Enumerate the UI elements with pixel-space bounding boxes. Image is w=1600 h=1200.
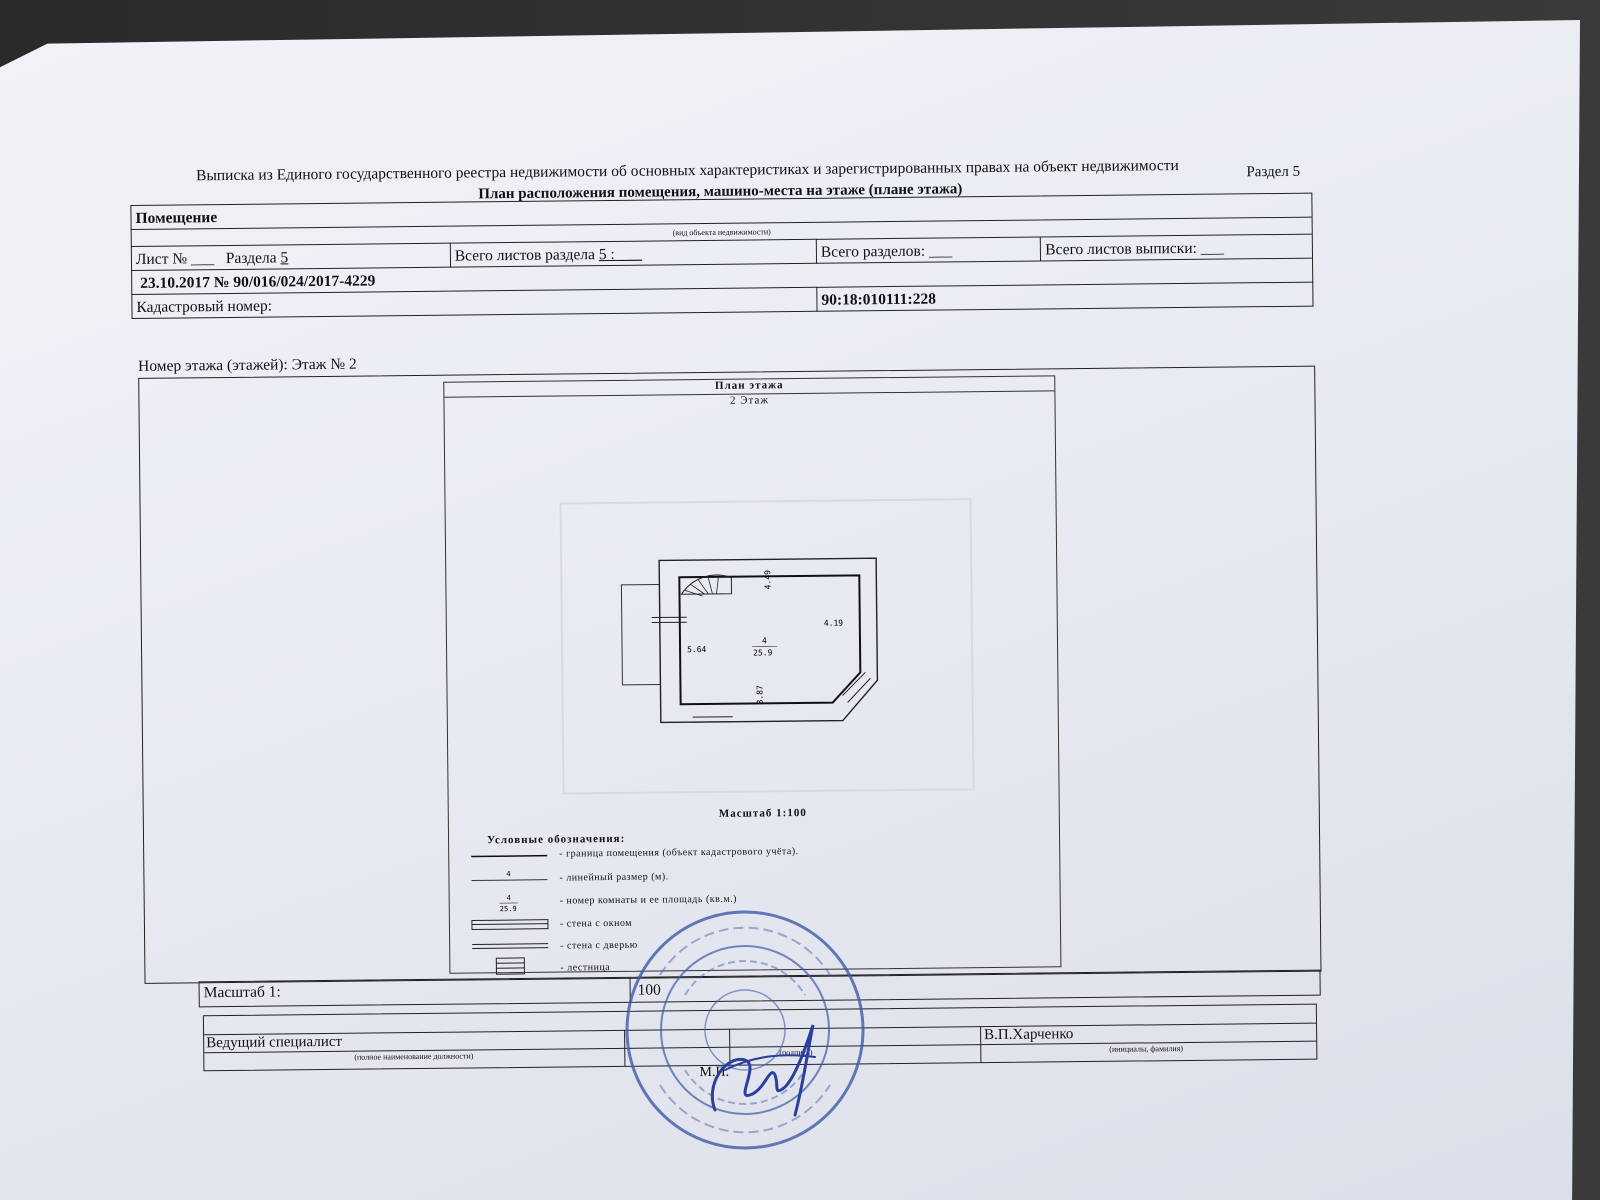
extract-title: Выписка из Единого государственного реестра недвижимости об основных характеристиках и зарегистрированных правах на объект недвижимости bbox=[195, 157, 1179, 185]
section-label: Раздела bbox=[225, 249, 277, 268]
caption-sign: (подпись) bbox=[779, 1047, 813, 1058]
legend-item-stairs: - лестница bbox=[560, 962, 611, 974]
caption-name: (инициалы, фамилия) bbox=[1109, 1044, 1184, 1054]
total-extract-sheets: Всего листов выписки: ___ bbox=[1041, 234, 1313, 261]
signer-position: Ведущий специалист bbox=[206, 1033, 343, 1052]
section-ref: Раздел 5 bbox=[1246, 163, 1301, 181]
dim-right: 4.19 bbox=[823, 618, 844, 628]
floor-plan-drawing bbox=[445, 408, 1059, 834]
room-number: 4 bbox=[761, 636, 767, 646]
floor-plan-heading: План этажа bbox=[444, 376, 1054, 397]
object-type: Помещение bbox=[131, 193, 1312, 229]
stamp-place-label: М.П. bbox=[699, 1064, 730, 1081]
legend-dim-sample: 4 bbox=[506, 870, 511, 879]
dim-left: 5.64 bbox=[687, 644, 707, 655]
floor-label: Номер этажа (этажей): Этаж № 2 bbox=[137, 355, 357, 375]
plan-box bbox=[138, 366, 1321, 984]
sheet-section-cell bbox=[131, 243, 450, 270]
object-type-caption: (вид объекта недвижимости) bbox=[131, 217, 1312, 246]
object-info-table bbox=[130, 193, 1313, 319]
total-sheets-value: 5 : ___ bbox=[598, 245, 642, 264]
cadastral-value: 90:18:010111:228 bbox=[817, 282, 1313, 311]
dim-bottom: 3.87 bbox=[755, 685, 765, 705]
sheet-label: Лист № ___ bbox=[135, 250, 215, 268]
date-number: 23.10.2017 № 90/016/024/2017-4229 bbox=[132, 258, 1313, 294]
caption-position: (полное наименование должности) bbox=[354, 1051, 474, 1062]
scale-value: 100 bbox=[637, 981, 661, 999]
total-sheets-label: Всего листов раздела bbox=[454, 246, 596, 265]
legend-area-sample: 25.9 bbox=[499, 904, 517, 914]
floor-name: 2 Этаж bbox=[729, 394, 769, 407]
legend-item-room: - номер комнаты и ее площадь (кв.м.) bbox=[559, 893, 738, 907]
floor-plan-frame bbox=[443, 375, 1061, 973]
dim-top: 4.49 bbox=[763, 570, 773, 590]
legend-title: Условные обозначения: bbox=[486, 832, 626, 847]
legend-item-linear: - линейный размер (м). bbox=[559, 871, 669, 884]
legend-item-window: - стена с окном bbox=[559, 917, 633, 930]
signer-name: В.П.Харченко bbox=[984, 1026, 1074, 1044]
legend-symbols bbox=[469, 847, 570, 988]
legend-item-door: - стена с дверью bbox=[560, 939, 638, 952]
legend-item-boundary: - граница помещения (объект кадастрового учёта). bbox=[559, 846, 799, 860]
section-value: 5 bbox=[280, 249, 289, 267]
legend-room-sample: 4 bbox=[506, 894, 511, 903]
scale-label: Масштаб 1: bbox=[203, 983, 281, 1002]
sign-divider-3 bbox=[980, 1026, 981, 1062]
annex-block bbox=[621, 584, 660, 684]
handwritten-signature bbox=[695, 1015, 825, 1125]
room-area: 25.9 bbox=[753, 648, 773, 658]
total-sections: Всего разделов: ___ bbox=[816, 237, 1041, 263]
cadastral-label: Кадастровый номер: bbox=[132, 287, 817, 318]
room-inner-wall bbox=[679, 575, 860, 704]
plan-scale: Масштаб 1:100 bbox=[718, 806, 807, 820]
plan-title: План расположения помещения, машино-места на этаже (плане этажа) bbox=[478, 181, 963, 203]
